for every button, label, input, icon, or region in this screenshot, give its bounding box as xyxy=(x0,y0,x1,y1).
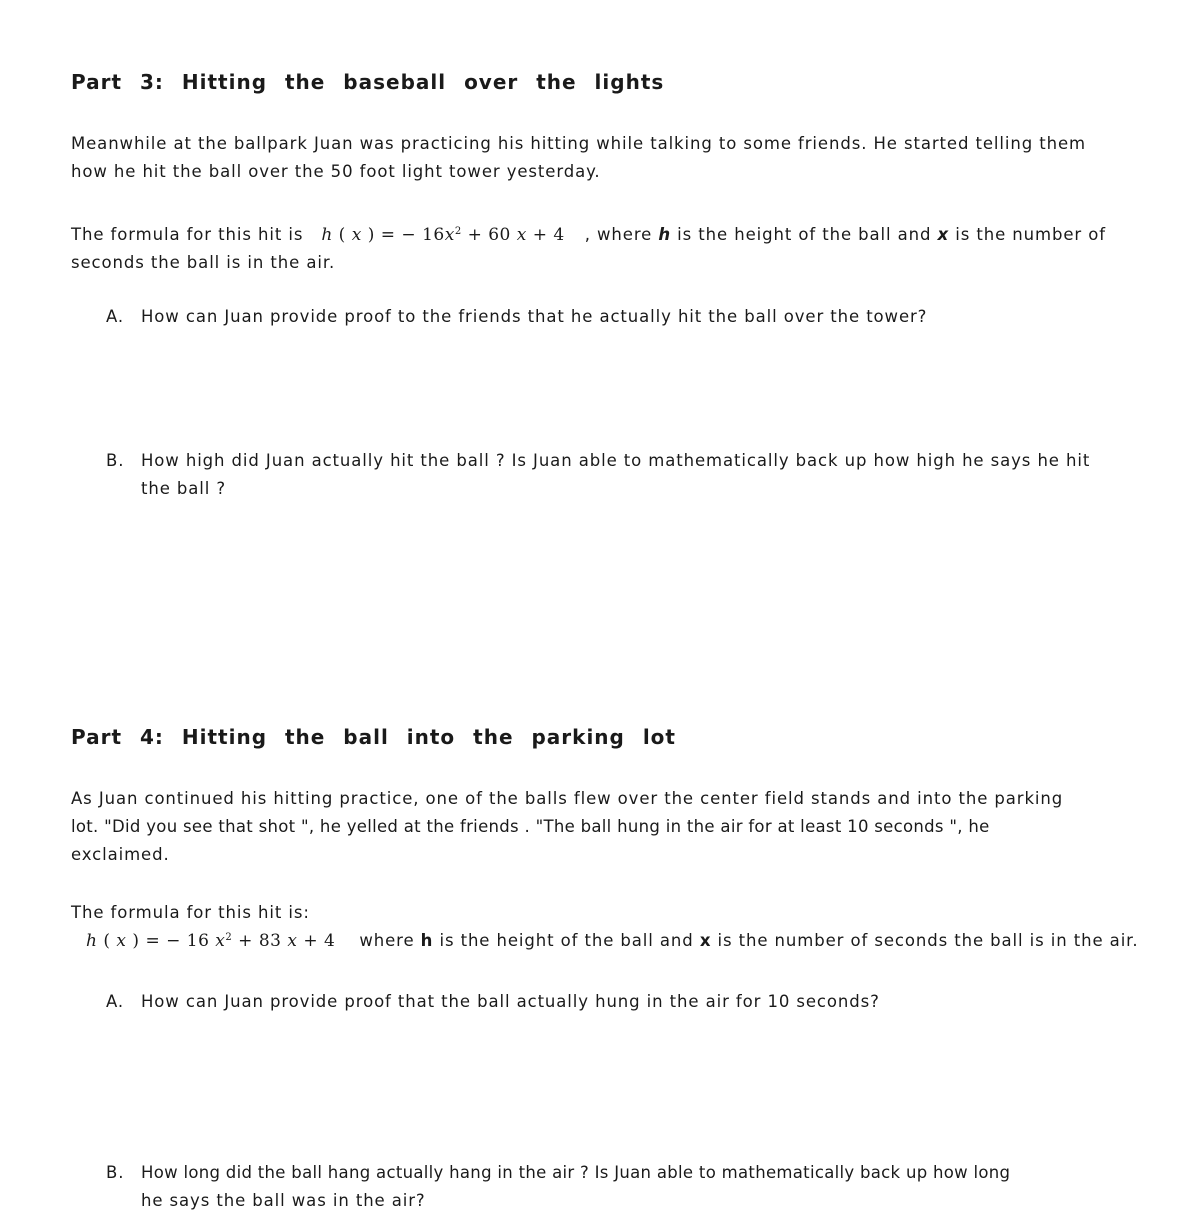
part4-question-b xyxy=(106,1159,1136,1215)
part4-intro-line2: lot. "Did you see that shot ", he yelled at the friends . "The ball hung in the air for at least 10 seconds ", he xyxy=(71,817,990,836)
part3-formula-prefix: The formula for this hit is xyxy=(71,225,304,244)
question-letter: B. xyxy=(106,451,125,470)
part3-intro-line2: how he hit the ball over the 50 foot light tower yesterday. xyxy=(71,162,601,181)
question-letter: A. xyxy=(106,307,125,326)
question-text-line2: he says the ball was in the air? xyxy=(141,1191,426,1210)
part3-title: Part 3: Hitting the baseball over the lights xyxy=(71,70,665,94)
question-text: How can Juan provide proof to the friends that he actually hit the ball over the tower? xyxy=(141,307,928,326)
question-letter: B. xyxy=(106,1163,125,1182)
var-h: h xyxy=(658,225,672,244)
part3-formula-line1: The formula for this hit is h ( x ) = − $16x^2 + 60$ x + 4 , where h is the height of the ball and x is the number of xyxy=(71,225,1106,245)
part3-formula: h ( x ) = − $16x^2 + 60$ x + 4 xyxy=(321,225,565,245)
part4-formula-line: h ( x ) = − 16 $x^2 + 83$ x + 4 where h is the height of the ball and x is the number of seconds the ball is in the air. xyxy=(86,931,1139,951)
part3-intro xyxy=(71,130,1131,186)
question-text-line1: How long did the ball hang actually hang in the air ? Is Juan able to mathematically back up how long xyxy=(141,1163,1011,1182)
part4-title: Part 4: Hitting the ball into the parking lot xyxy=(71,725,676,749)
part3-formula-line2: seconds the ball is in the air. xyxy=(71,253,336,272)
part3-formula-paragraph xyxy=(71,218,1131,277)
question-text-line1: How high did Juan actually hit the ball ? Is Juan able to mathematically back up how high he says he hit xyxy=(141,451,1091,470)
var-x: x xyxy=(937,225,950,244)
question-letter: A. xyxy=(106,992,125,1011)
part4-formula: h ( x ) = − 16 $x^2 + 83$ x + 4 xyxy=(86,931,336,951)
var-x: x xyxy=(699,931,712,950)
part4-formula-label: The formula for this hit is: xyxy=(71,903,310,922)
question-text: How can Juan provide proof that the ball actually hung in the air for 10 seconds? xyxy=(141,992,880,1011)
question-text-line2: the ball ? xyxy=(141,479,227,498)
var-h: h xyxy=(420,931,434,950)
part4-intro-line3: exclaimed. xyxy=(71,845,170,864)
part4-question-a xyxy=(106,988,1136,1016)
part4-intro xyxy=(71,785,1131,869)
part3-question-b xyxy=(106,447,1136,503)
part3-intro-line1: Meanwhile at the ballpark Juan was practicing his hitting while talking to some friends. He started telling them xyxy=(71,134,1086,153)
part3-question-a xyxy=(106,303,1136,331)
part4-intro-line1: As Juan continued his hitting practice, one of the balls flew over the center field stands and into the parking xyxy=(71,789,1064,808)
